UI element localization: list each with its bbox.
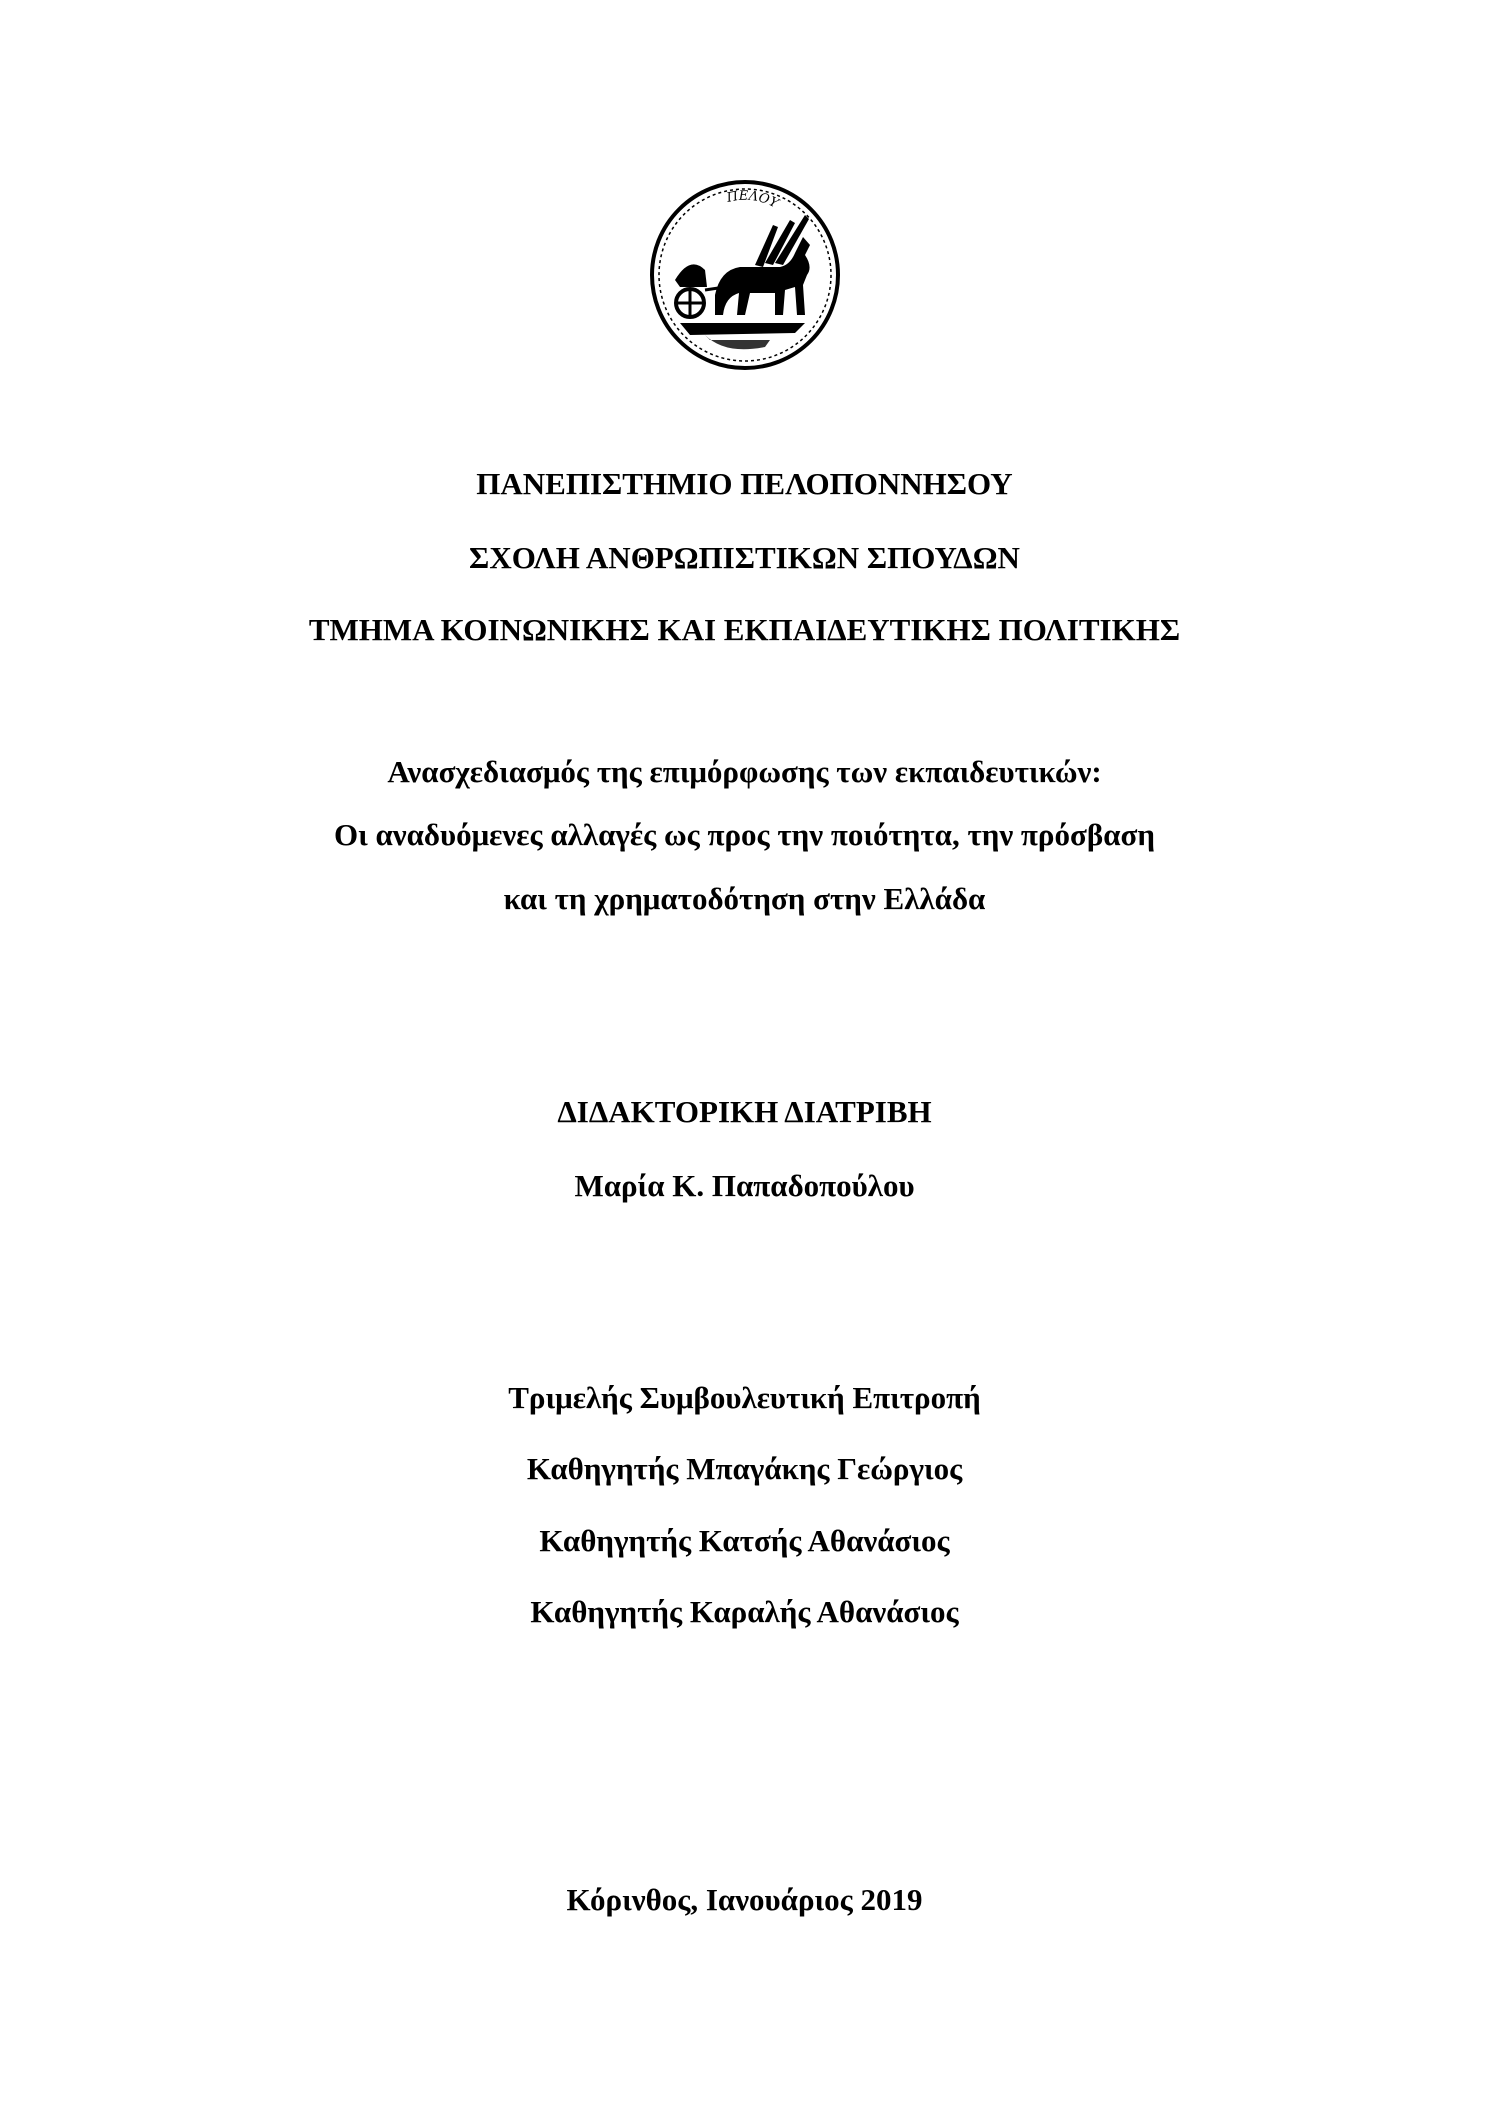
place-date: Κόρινθος, Ιανουάριος 2019: [566, 1882, 923, 1917]
committee-member: Καθηγητής Μπαγάκης Γεώργιος: [526, 1451, 963, 1486]
committee-member: Καθηγητής Κατσής Αθανάσιος: [539, 1523, 950, 1558]
university-seal-icon: [645, 175, 845, 375]
thesis-title-line-2: Οι αναδυόμενες αλλαγές ως προς την ποιότητα, την πρόσβαση: [334, 817, 1155, 852]
committee-heading: Τριμελής Συμβουλευτική Επιτροπή: [508, 1380, 981, 1415]
committee-member: Καθηγητής Καραλής Αθανάσιος: [530, 1594, 959, 1629]
author-name: Μαρία Κ. Παπαδοπούλου: [574, 1168, 915, 1203]
svg-text:ΠΕΛΟΥ: ΠΕΛΟΥ: [725, 188, 781, 212]
thesis-title-line-3: και τη χρηματοδότηση στην Ελλάδα: [503, 881, 986, 916]
document-type: ΔΙΔΑΚΤΟΡΙΚΗ ΔΙΑΤΡΙΒΗ: [557, 1094, 932, 1129]
department-name: ΤΜΗΜΑ ΚΟΙΝΩΝΙΚΗΣ ΚΑΙ ΕΚΠΑΙΔΕΥΤΙΚΗΣ ΠΟΛΙΤΙΚΗΣ: [308, 612, 1181, 647]
university-name: ΠΑΝΕΠΙΣΤΗΜΙΟ ΠΕΛΟΠΟΝΝΗΣΟΥ: [476, 466, 1013, 501]
school-name: ΣΧΟΛΗ ΑΝΘΡΩΠΙΣΤΙΚΩΝ ΣΠΟΥΔΩΝ: [469, 540, 1020, 575]
thesis-title-line-1: Ανασχεδιασμός της επιμόρφωσης των εκπαιδευτικών:: [387, 754, 1102, 789]
